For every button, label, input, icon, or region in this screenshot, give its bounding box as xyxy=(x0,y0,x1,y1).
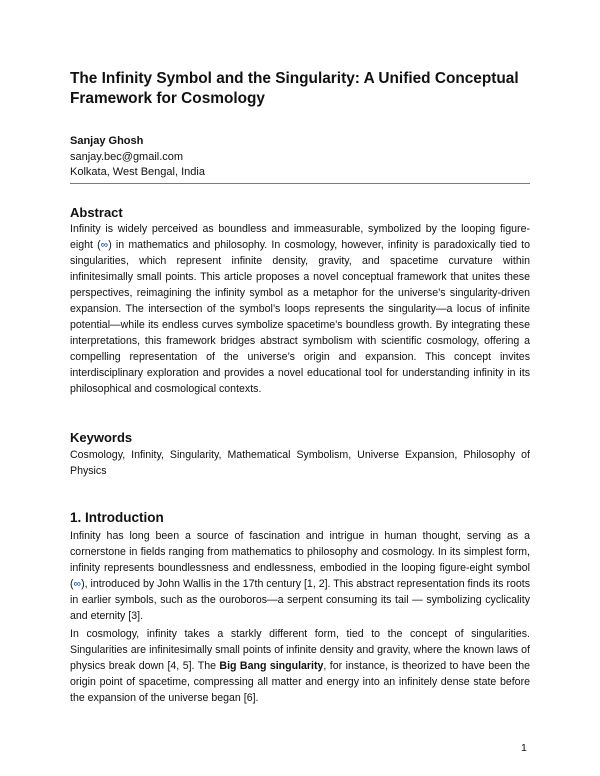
page-number: 1 xyxy=(521,742,527,754)
keywords-text: Cosmology, Infinity, Singularity, Mathematical Symbolism, Universe Expansion, Philosophy of Physics xyxy=(70,449,530,478)
author-name: Sanjay Ghosh xyxy=(70,135,144,147)
abstract-heading: Abstract xyxy=(70,205,123,220)
infinity-symbol-icon: ∞ xyxy=(73,578,82,591)
intro-p2-part-2: , for instance, is theorized to have been the origin point of spacetime, compressing all matter and energy into an infinitely dense state before the expansion of the universe began [6]. xyxy=(70,660,530,705)
abstract-text xyxy=(70,221,530,398)
abstract-text-part-1: Infinity is widely perceived as boundless and immeasurable, symbolized by the looping figure-eight ( xyxy=(70,223,530,252)
intro-p1-part-2: ), introduced by John Wallis in the 17th century [1, 2]. This abstract representation finds its roots in earlier symbols, such as the ouroboros—a serpent consuming its tail — symbolizing cyclicality and eternity [3]. xyxy=(70,578,530,623)
header-divider xyxy=(70,183,530,184)
paper-title: The Infinity Symbol and the Singularity: A Unified Conceptual Framework for Cosmology xyxy=(70,70,519,107)
intro-p2-bold-term: Big Bang singularity xyxy=(219,660,324,673)
infinity-symbol-icon: ∞ xyxy=(100,239,109,252)
author-block xyxy=(70,134,205,181)
author-email: sanjay.bec@gmail.com xyxy=(70,150,184,163)
intro-paragraph-1 xyxy=(70,528,530,624)
abstract-text-part-2: ) in mathematics and philosophy. In cosmology, however, infinity is paradoxically tied to singularities, which represent infinite density, gravity, and spacetime curvature within infinitesimally small points. This article proposes a novel conceptual framework that unites these perspectives, reimagining the infinity symbol as a metaphor for the universe’s singularity-driven expansion. The intersection of the symbol’s loops represents the singularity—a locus of infinite potential—while its endless curves symbolize spacetime’s boundless growth. By integrating these interpretations, this framework bridges abstract symbolism with scientific cosmology, offering a compelling representation of the universe’s origin and expansion. This concept invites interdisciplinary exploration and provides a novel educational tool for understanding infinity in its philosophical and cosmological contexts. xyxy=(70,239,530,396)
intro-paragraph-2 xyxy=(70,626,530,706)
keywords-heading: Keywords xyxy=(70,430,133,445)
introduction-heading: 1. Introduction xyxy=(70,510,164,525)
intro-p2-part-1: In cosmology, infinity takes a starkly different form, tied to the concept of singularities. Singularities are infinitesimally small points of infinite density and gravity, where the known laws of physics break down [4, 5]. The xyxy=(70,628,530,673)
author-location: Kolkata, West Bengal, India xyxy=(70,166,205,179)
intro-p1-part-1: Infinity has long been a source of fascination and intrigue in human thought, serving as a cornerstone in fields ranging from mathematics to philosophy and cosmology. In its simplest form, infinity represents boundlessness and endlessness, embodied in the looping figure-eight symbol ( xyxy=(70,530,530,591)
